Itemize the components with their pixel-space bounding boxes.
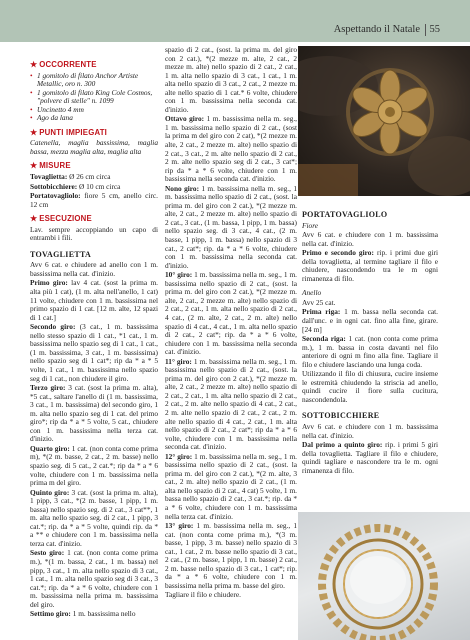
esecuzione-heading: ★ ESECUZIONE	[30, 214, 92, 224]
row-instruction: Primo e secondo giro: rip. i primi due giri della tovaglietta, al termine tagliare il filo e chiudere, nascondendo tra le m ogni rimanenza di filo.	[302, 248, 438, 283]
misura-row: Tovaglietta: Ø 26 cm circa	[30, 172, 111, 182]
row-instruction: Sesto giro: 1 cat. (non conta come prima m.), *(1 m. bassa, 2 cat., 1 m. bassa) nel pipp, 3 cat., 1 m. alta nello spazio di 3 cat., 1 cat., 1 m. alta nello spazio seg di 3 cat., 3 cat.*; rip. da * a * 6 volte, chiudere con 1 m. bassissima nella prima m. bassissima del giro.	[30, 548, 158, 609]
row-instruction: Settimo giro: 1 m. bassissima nello	[30, 609, 136, 619]
napkin-ring-illustration	[298, 46, 470, 196]
row-instruction: Terzo giro: 3 cat. (sost la prima m. alta), *5 cat., saltare l'anello di (1 m. bassissima, 3 cat., 1 m. bassissima) del secondo giro, 1 m. alta nello spazio seg di 1 cat. del primo giro*; rip da * a * 5 volte, 5 cat., chiudere con 1 m. bassissima nella terza cat. d'inizio.	[30, 383, 158, 444]
occorrente-heading: ★ OCCORRENTE	[30, 60, 97, 69]
row-instruction: Prima riga: 1 m. bassa nella seconda cat. dall'unc. e in ogni cat. fino alla fine, girare. [24 m]	[302, 307, 438, 334]
sottobicchiere-heading: SOTTOBICCHIERE	[302, 411, 380, 421]
row-instruction: 10° giro: 1 m. bassissima nella m. seg., 1 m. bassissima nello spazio di 2 cat., (sost. la prima m. del giro con 2 cat.), *(2 mezze m. alte, 2 cat., 2 mezze m. alte) nello spazio di 2 cat., 2 cat., 1 m. alta nello spazio di 2 cat., 4 cat., (2 m. alte, 2 cat., 2 m. alte) nello spazio di 4 cat., 4 cat., 1 m. alta nello spazio di 2 cat., 2 cat*; rip. da * a * 6 volte, chiudere con 1 m. bassissima nella seconda cat. d'inizio.	[165, 270, 297, 357]
fiore-intro: Avv 6 cat. e chiudere con 1 m. bassissima nella cat. d'inizio.	[302, 230, 438, 248]
esecuzione-text: Lav. sempre accoppiando un capo di entrambi i fili.	[30, 224, 158, 243]
left-column	[30, 55, 158, 620]
star-icon: ★	[30, 127, 38, 137]
row-instruction: Quinto giro: 3 cat. (sost la prima m. alta), 1 pipp, 3 cat., *(2 m. basse, 1 pipp, 1 m. bassa) nello spazio seg. di 2 cat., 3 cat**, 1 m. alta nello spazio seg. di 2 cat., 1 pipp, 3 cat.*; rip. da * a * 5 volte, quindi rip. da * a ** e chiudere con 1 m. bassissima nella terza cat. d'inizio.	[30, 487, 158, 548]
star-icon: ★	[30, 161, 38, 171]
row-instruction: Nono giro: 1 m. bassissima nella m. seg., 1 m. bassissima nello spazio di 2 cat., (sost. la prima m. del giro con 2 cat.), *(2 mezze m. alte, 2 cat., 2 mezze m. alte) nello spazio di 2 cat., 3 cat., (1 m. bassa, 1 pipp, 1 m. bassa) nello spazio seg. di 3 cat., 4 cat., (2 m. basse, 1 pipp, 1 m. bassa) nello spazio di 3 cat., 2 cat*; rip. da * a * 6 volte, chiudere con 1 m. bassissima nella seconda cat. d'inizio.	[165, 183, 297, 270]
row-instruction: Secondo giro: (3 cat., 1 m. bassissima nello stesso spazio di 1 cat., *1 cat., 1 m. bassissima nello spazio seg di 1 cat., 1 cat., (1 m. bassissima, 3 cat., 1 m. bassissima) nello spazio seg di 1 cat*; rip da * a * 5 volte, 1 cat., 1 m. bassissima nello spazio seg di 1 cat., non chiudere il giro.	[30, 322, 158, 383]
row-instruction: Seconda riga: 1 cat. (non conta come prima m.), 1 m. bassa in costa davanti nel filo anteriore di ogni m fino alla fine. Tagliare il filo e chiudere lasciando una lunga coda.	[302, 334, 438, 369]
row-instruction: 12° giro: 1 m. bassissima nella m. seg., 1 m. bassissima nello spazio di 2 cat., (sost. la prima m. del giro con 2 cat.), *(2 m. alte, 3 cat., 2 m. alte) nello spazio di 2 cat., (1 m. alta nello spazio di 2 cat., 4 cat) 5 volte, 1 m. bassa nello spazio di 2 cat., 3 cat.*; rip. da * a * 6 volte, chiudere con 1 m. bassissima nella terza cat. d'inizio.	[165, 451, 297, 521]
row-instruction: Quarto giro: 1 cat. (non conta come prima m), *(2 m. basse, 2 cat., 2 m. basse) nello spazio seg. di 5 cat., 2 cat.*; rip da * a * 6 volte, chiudere con 1 m. bassissima nella prima m del giro.	[30, 443, 158, 488]
fiore-subheading: Fiore	[302, 220, 319, 230]
row-instruction: Primo giro: lav 4 cat. (sost la prima m. alta più 1 cat), (1 m. alta nell'anello, 1 cat) 11 volte, chiudere con 1 m. bassissima nel primo spazio di 1 cat. [12 m. alte, 12 spazi di 1 cat.]	[30, 278, 158, 322]
row-instruction: 13° giro: 1 m. bassissima nella m. seg., 1 cat. (non conta come prima m.), *(3 m. basse, 1 pipp, 3 m. basse) nello spazio di 3 cat., 1 cat., 2 m. basse nello spazio di 3 cat., 2 cat., (2 m. basse, 1 pipp, 1 m. basse) 2 cat., 2 m. basse nello spazio di 3 cat., 1 cat*; rip. da * a * 6 volte, chiudere con 1 m. bassissima nella prima m. basse del giro.	[165, 521, 297, 590]
sottobicchiere-intro: Avv 6 cat. e chiudere con 1 m. bassissima nella cat. d'inizio.	[302, 422, 438, 440]
right-column	[302, 211, 438, 476]
page-header-title: Aspettando il Natale	[333, 24, 420, 35]
misura-row: Portatovagliolo: fiore 5 cm, anello circ. 12 cm	[30, 191, 158, 209]
tovaglietta-intro: Avv 6 cat. e chiudere ad anello con 1 m. bassissima nella cat. d'inizio.	[30, 260, 158, 278]
punti-heading: ★ PUNTI IMPIEGATI	[30, 127, 108, 137]
middle-column	[165, 46, 297, 601]
photo-napkin-ring	[298, 46, 470, 196]
page-number: 55	[429, 24, 440, 35]
list-item: • Ago da lana	[30, 114, 158, 123]
header-separator	[425, 24, 426, 36]
list-item: • Uncinetto 4 mm	[30, 106, 158, 115]
tovaglietta-heading: TOVAGLIETTA	[30, 249, 92, 259]
row-instruction: Utilizzando il filo di chiusura, cucire insieme le estremità chiudendo la striscia ad anello, quindi cucire il fiore sulla cucitura, nascondendola.	[302, 369, 438, 404]
star-icon: ★	[30, 214, 38, 224]
misure-heading: ★ MISURE	[30, 161, 71, 171]
punti-text: Catenella, maglia bassissima, maglia bassa, mezza maglia alta, maglia alta	[30, 138, 158, 156]
row-instruction: Ottavo giro: 1 m. bassissima nella m. seg., 1 m. bassissima nello spazio di 2 cat., (sost la prima m del giro con 2 cat), *(2 mezze m. alte, 2 cat., 2 mezze m. alte) nello spazio di 2 cat., 3 cat., 2 m. alte nello spazio di 2 cat., 2 m. alte nello spazio seg di 2 cat., 3 cat*; rip da * a * 6 volte, chiudere con 1 m. bassissima nella seconda cat. d'inizio.	[165, 114, 297, 184]
list-item: • 1 gomitolo di filato Anchor Artiste Metallic, oro n. 300	[30, 72, 158, 89]
photo-coaster	[298, 512, 470, 640]
row-instruction: 11° giro: 1 m. bassissima nella m. seg., 1 m. bassissima nello spazio di 2 cat., (sost. la prima m. del giro con 2 cat.), *(2 mezze m. alte, 2 cat., 2 mezze m. alte) nello spazio di 2 cat., 2 cat., 1 m. alta nello spazio di 2 cat., 2 cat., 2 m. alte nello spazio di 4 cat., 2 cat., 2 m. alte nello spazio di 2 cat., 2 cat., 2 m. alte nello spazio di 4 cat., 2 cat., 1 m. alta nello spazio di 2 cat., 2 cat*; rip da * a * 6 volte, chiudere con 1 m. bassissima nella seconda cat. d'inizio.	[165, 356, 298, 452]
star-icon: ★	[30, 60, 38, 69]
materials-list	[30, 72, 158, 123]
coaster-illustration	[298, 512, 470, 640]
misura-row: Sottobicchiere: Ø 10 cm circa	[30, 181, 121, 191]
anello-subheading: Anello	[302, 288, 322, 298]
list-item: • 1 gomitolo di filato King Cole Cosmos, "polvere di stelle" n. 1099	[30, 89, 158, 106]
row-instruction: Dal primo a quinto giro: rip. i primi 5 giri della tovaglietta. Tagliare il filo e chiudere, quindi tagliare e nascondere tra le m. ogni rimanenza di filo.	[302, 440, 439, 475]
closing-instruction: Tagliare il filo e chiudere.	[165, 590, 241, 600]
row-instruction: spazio di 2 cat., (sost. la prima m. del giro con 2 cat.), *(2 mezze m. alte, 2 cat., 2 mezze m. alte) nello spazio di 2 cat., 2 cat., 1 m. alta nello spazio di 3 cat., 1 cat., 1 m. alta nello spazio di 3 cat., 2 cat., 2 mezze m. alte nello spazio di 1 cat.* 6 volte, chiudere con 1 m. bassissima nella seconda cat. d'inizio.	[165, 45, 297, 114]
header-band	[0, 0, 470, 42]
portatovagliolo-heading: PORTATOVAGLIOLO	[302, 210, 388, 219]
anello-intro: Avv 25 cat.	[302, 297, 336, 307]
